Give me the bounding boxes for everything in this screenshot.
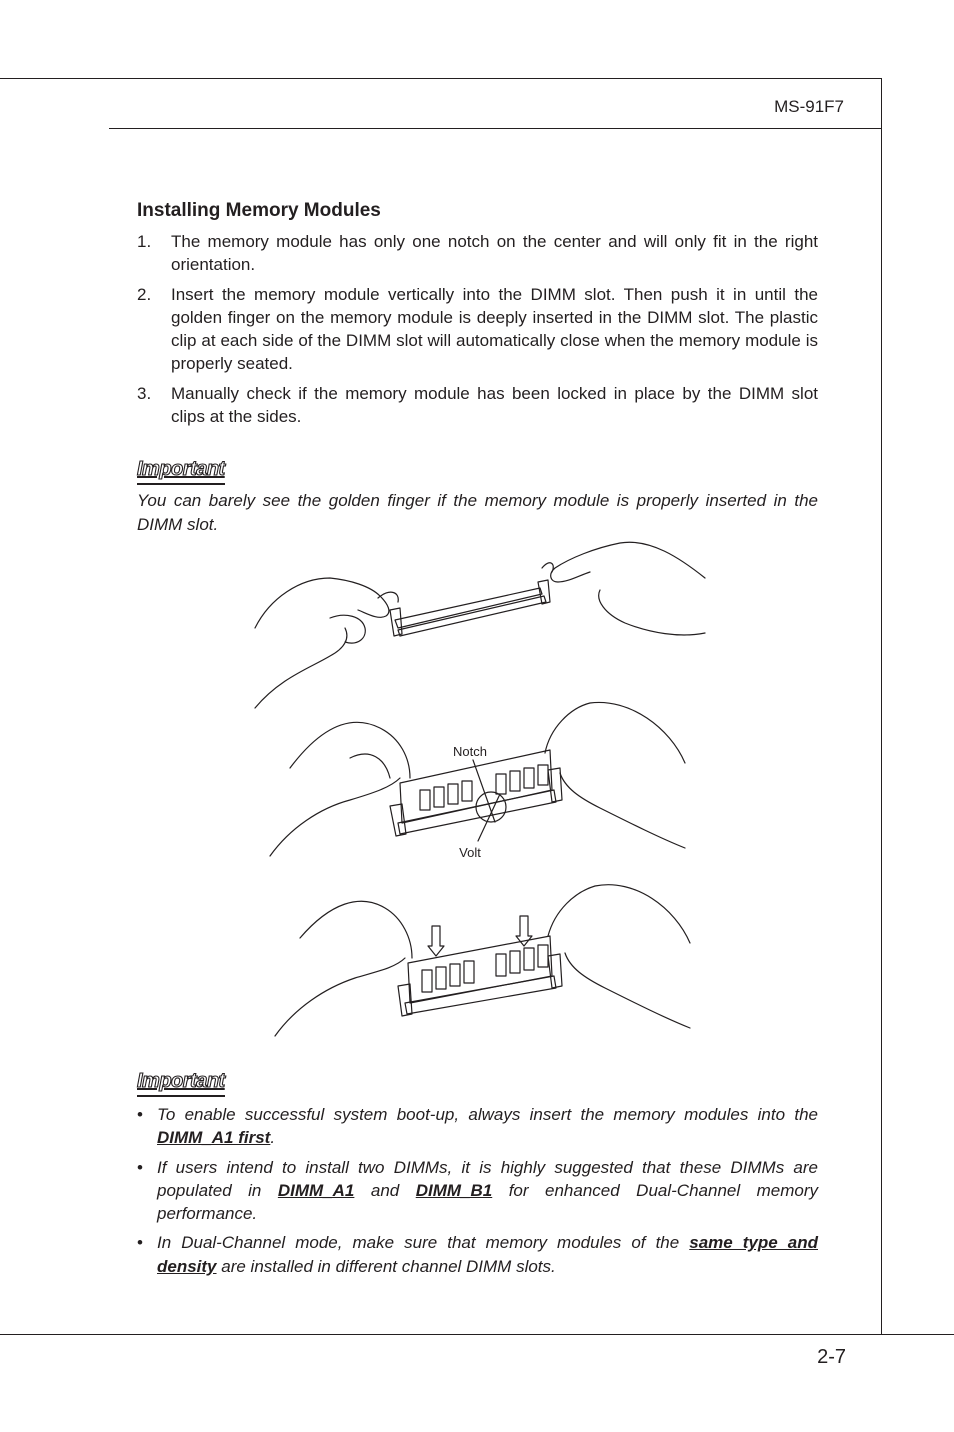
section-title: Installing Memory Modules xyxy=(137,200,381,221)
bullet-item: • To enable successful system boot-up, always insert the memory modules into the DIMM_A1 first. xyxy=(137,1105,818,1148)
page-number: 2-7 xyxy=(817,1346,846,1368)
model-number: MS-91F7 xyxy=(774,97,844,116)
right-margin-rule xyxy=(881,78,882,1334)
important-section-2 xyxy=(137,1070,818,1284)
step-item: 1. The memory module has only one notch on the center and will only fit in the right orientation. xyxy=(137,232,818,275)
main-content xyxy=(137,200,818,536)
panel-insert-module xyxy=(270,702,685,856)
panel-open-clips xyxy=(255,542,705,708)
bullet-item: • If users intend to install two DIMMs, it is highly suggested that these DIMMs are populated in DIMM_A1 and DIMM_B1 for enhanced Dual-Channel memory performance. xyxy=(137,1157,818,1224)
keyword: DIMM_A1 xyxy=(277,1180,355,1200)
bullet-item: • In Dual-Channel mode, make sure that memory modules of the same type and density are installed in different channel DIMM slots. xyxy=(137,1233,818,1276)
top-rule xyxy=(0,78,882,79)
step-item: 3. Manually check if the memory module has been locked in place by the DIMM slot clips at the sides. xyxy=(137,383,818,427)
important-heading-2: Important xyxy=(137,1070,225,1097)
important-note: You can barely see the golden finger if the memory module is properly inserted in the DIMM slot. xyxy=(137,491,818,534)
keyword: same type and density xyxy=(157,1233,818,1276)
important-heading: Important xyxy=(137,458,225,485)
step-item: 2. Insert the memory module vertically into the DIMM slot. Then push it in until the golden finger on the memory module is deeply inserted in the DIMM slot. The plastic clip at each side of the DIMM slot will automatically close when the memory module is properly seated. xyxy=(137,284,818,374)
keyword: DIMM_B1 xyxy=(415,1180,493,1200)
installation-steps xyxy=(137,230,818,428)
panel-press-down xyxy=(275,885,690,1036)
volt-label: Volt xyxy=(459,845,481,860)
keyword: DIMM_A1 first xyxy=(157,1128,271,1148)
important-bullets xyxy=(137,1103,818,1278)
notch-label: Notch xyxy=(453,744,487,759)
header-rule xyxy=(109,128,882,129)
bottom-rule xyxy=(0,1334,954,1335)
dimm-installation-illustration xyxy=(250,538,710,1038)
